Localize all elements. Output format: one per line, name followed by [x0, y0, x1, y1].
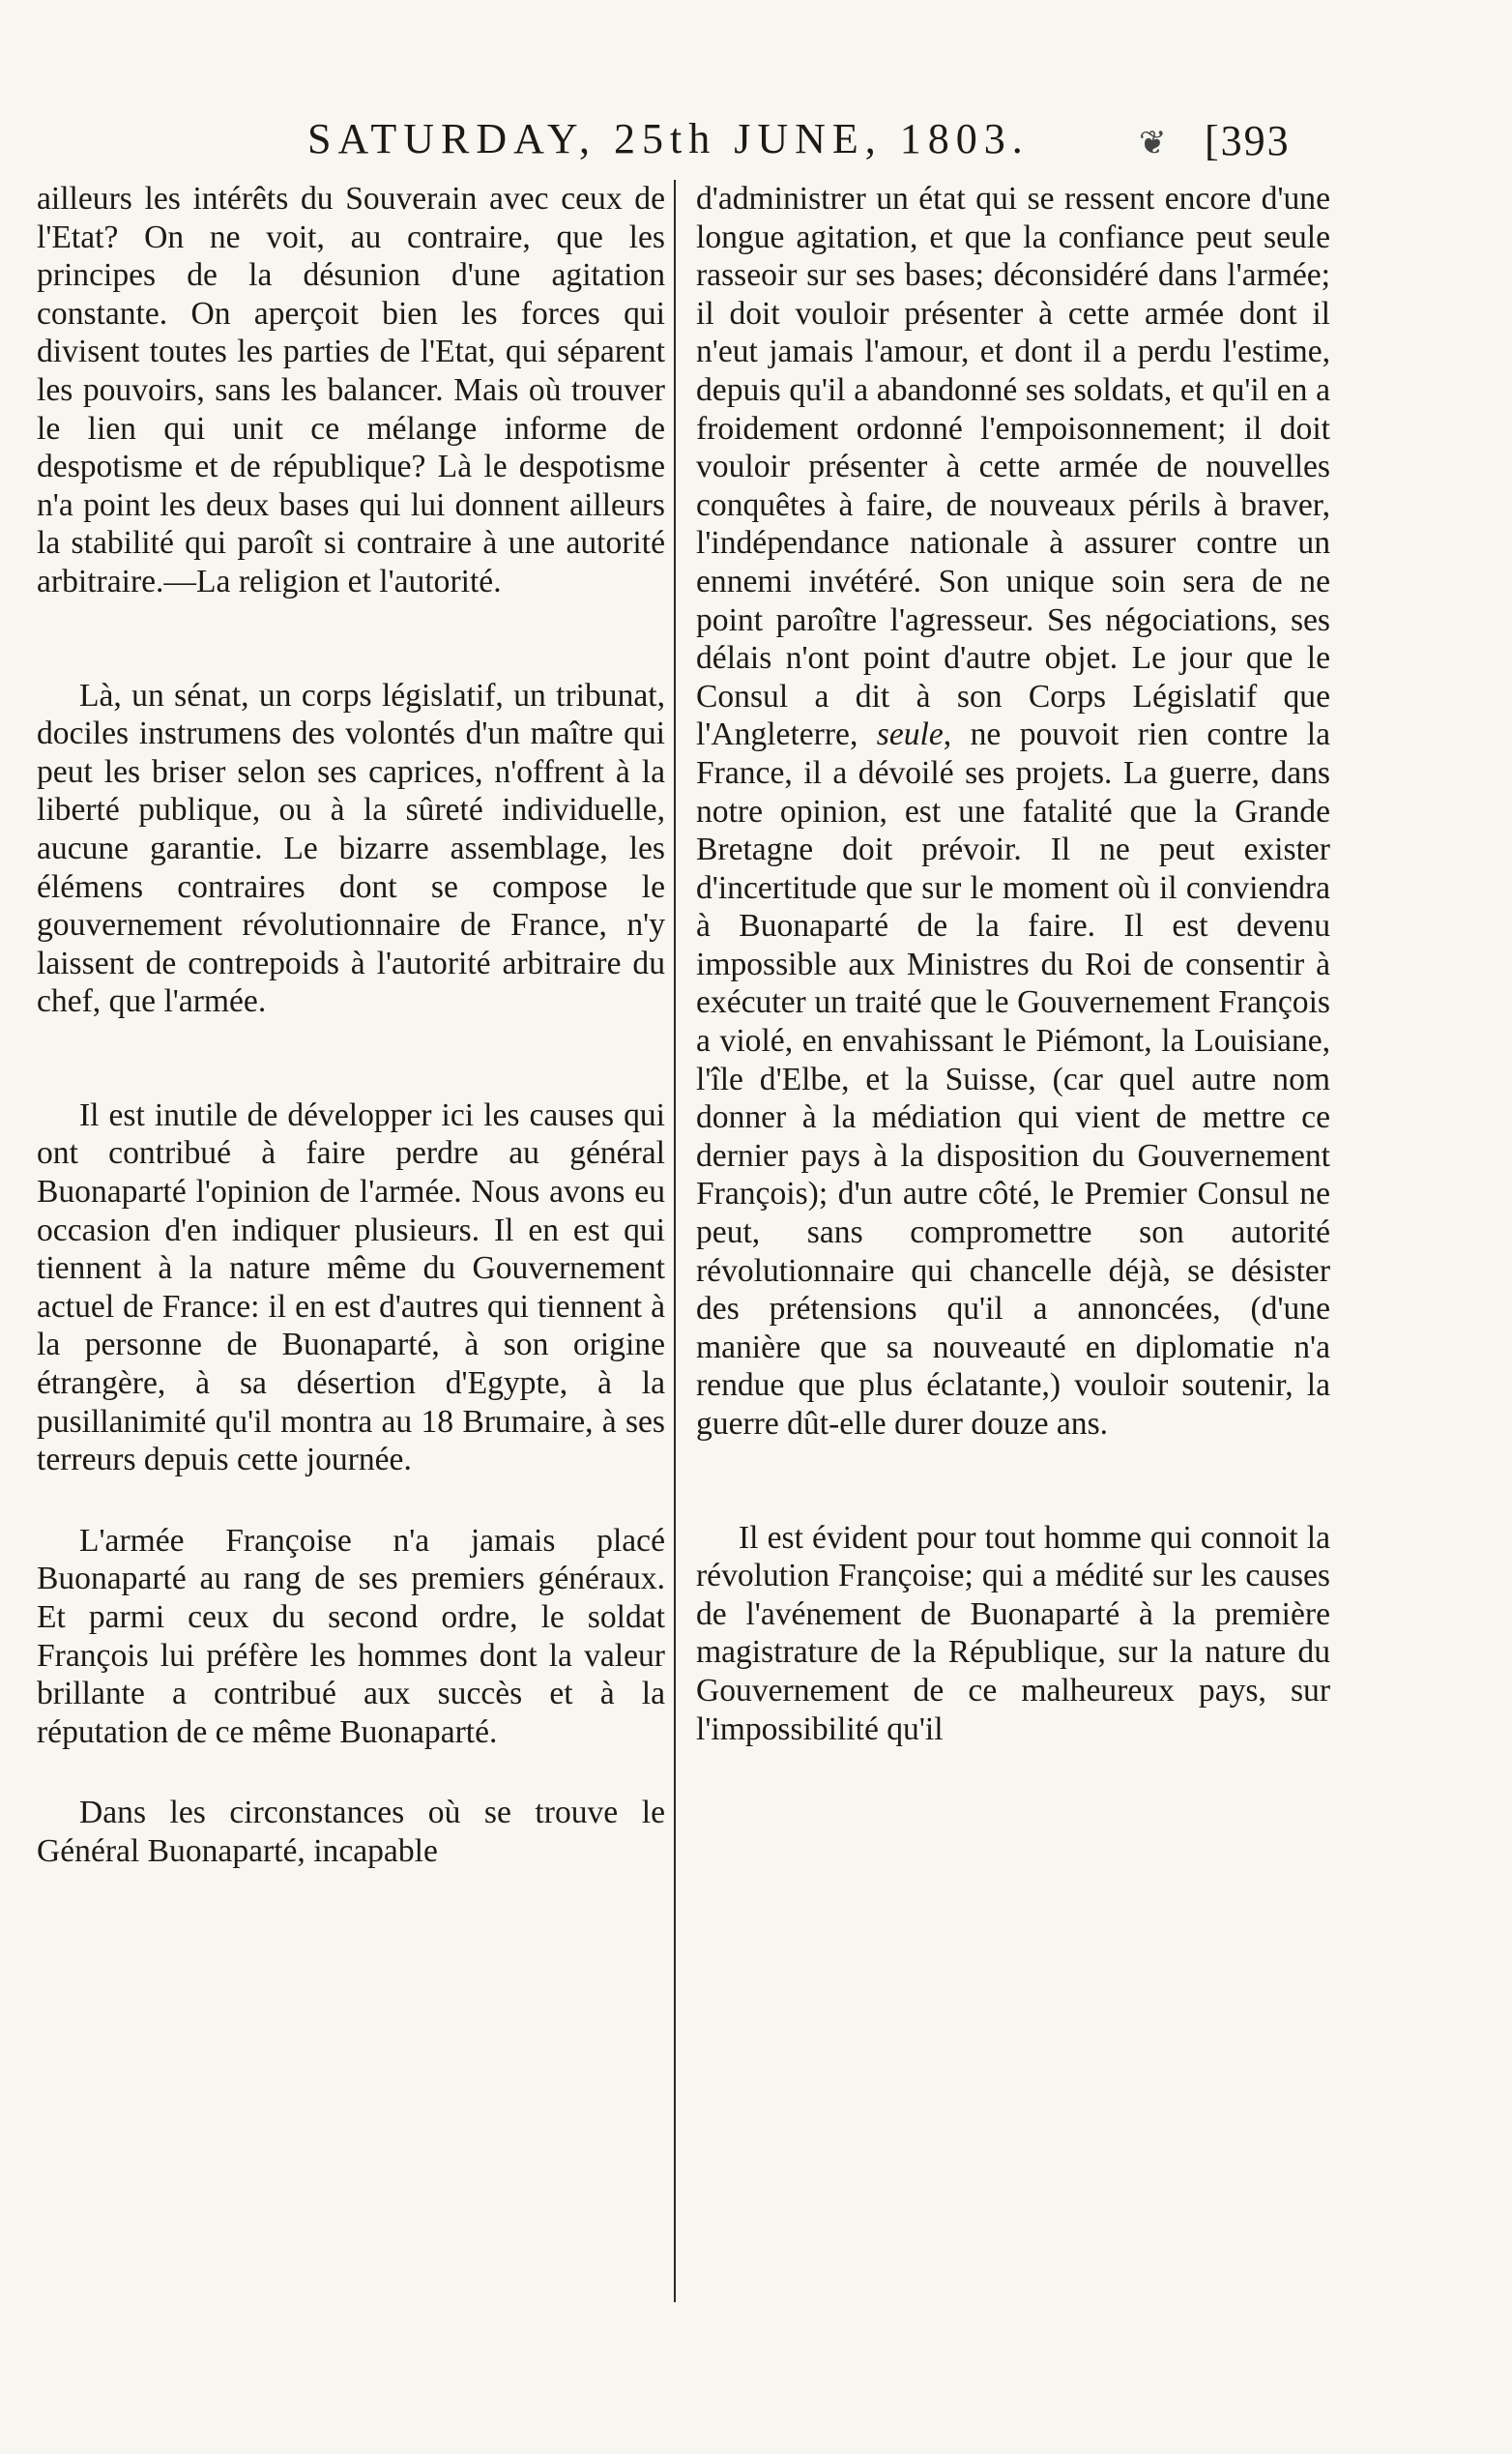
paragraph: Il est évident pour tout homme qui connoit la révolution Françoise; qui a médité sur les causes de l'avénement de Buonaparté à la première magistrature de la République, sur la nature du Gouvernement de ce malheureux pays, sur l'impossibilité qu'il — [696, 1519, 1330, 1747]
paragraph — [696, 180, 1330, 1444]
paragraph: Il est inutile de développer ici les causes qui ont contribué à faire perdre au général Buonaparté l'opinion de l'armée. Nous avons eu occasion d'en indiquer plusieurs. Il en est qui tiennent à la nature même du Gouvernement actuel de France: il en est d'autres qui tiennent à la personne de Buonaparté, à son origine étrangère, à sa désertion d'Egypte, à la pusillanimité qu'il montra au 18 Brumaire, à ses terreurs depuis cette journée. — [37, 1096, 665, 1478]
text-run: , ne pouvoit rien contre la France, il a dévoilé ses projets. La guerre, dans notre opinion, est une fatalité que la Grande Bretagne doit prévoir. Il ne peut exister d'incertitude que sur le moment où il conviendra à Buonaparté de la faire. Il est devenu impossible aux Ministres du Roi de consentir à exécuter un traité que le Gouvernement François a violé, en envahissant le Piémont, la Louisiane, l'île d'Elbe, et la Suisse, (car quel autre nom donner à la médiation qui vient de mettre ce dernier pays à la disposition du Gouvernement François); d'un autre côté, le Premier Consul ne peut, sans compromettre son autorité révolutionnaire qui chancelle déjà, se désister des prétensions qu'il a annoncées, (d'une manière que sa nouveauté en diplomatie n'a rendue que plus éclatante,) vouloir soutenir, la guerre dût-elle durer douze ans. — [696, 716, 1330, 1442]
paragraph: L'armée Françoise n'a jamais placé Buonaparté au rang de ses premiers généraux. Et parmi ceux du second ordre, le soldat François lui préfère les hommes dont la valeur brillante a contribué aux succès et à la réputation de ce même Buonaparté. — [37, 1522, 665, 1750]
paragraph: Dans les circonstances où se trouve le Général Buonaparté, incapable — [37, 1795, 665, 1869]
text-run: d'administrer un état qui se ressent encore d'une longue agitation, et que la confiance peut seule rasseoir sur ses bases; déconsidéré dans l'armée; il doit vouloir présenter à cette armée dont il n'eut jamais l'amour, et dont il a perdu l'estime, depuis qu'il a abandonné ses soldats, et qu'il en a froidement ordonné l'empoisonnement; il doit vouloir présenter à cette armée de nouvelles conquêtes à faire, de nouveaux périls à braver, l'indépendance nationale à assurer contre un ennemi invétéré. Son unique soin sera de ne point paroître l'agresseur. Ses négociations, ses délais n'ont point d'autre objet. Le jour que le Consul a dit à son Corps Législatif que l'Angleterre, — [696, 181, 1330, 753]
left-column — [37, 180, 665, 1871]
column-rule — [674, 180, 676, 2302]
page-header — [0, 114, 1512, 172]
paragraph: ailleurs les intérêts du Souverain avec ceux de l'Etat? On ne voit, au contraire, que les principes de la désunion d'une agitation constante. On aperçoit bien les forces qui divisent toutes les parties de l'Etat, qui séparent les pouvoirs, sans les balancer. Mais où trouver le lien qui unit ce mélange informe de despotisme et de république? Là le despotisme n'a point les deux bases qui lui donnent ailleurs la stabilité qui paroît si contraire à une autorité arbitraire.—La religion et l'autorité. — [37, 181, 665, 599]
right-column — [696, 180, 1330, 1748]
running-title: SATURDAY, 25th JUNE, 1803. — [307, 115, 1030, 162]
page-number: [393 — [1205, 117, 1291, 164]
ornament-icon: ❦ — [1139, 126, 1167, 161]
emphasis: seule — [876, 716, 944, 753]
paragraph: Là, un sénat, un corps législatif, un tribunat, dociles instrumens des volontés d'un maître qui peut les briser selon ses caprices, n'offrent à la liberté publique, ou à la sûreté individuelle, aucune garantie. Le bizarre assemblage, les élémens contraires dont se compose le gouvernement révolutionnaire de France, n'y laissent de contrepoids à l'autorité arbitraire du chef, que l'armée. — [37, 677, 665, 1020]
